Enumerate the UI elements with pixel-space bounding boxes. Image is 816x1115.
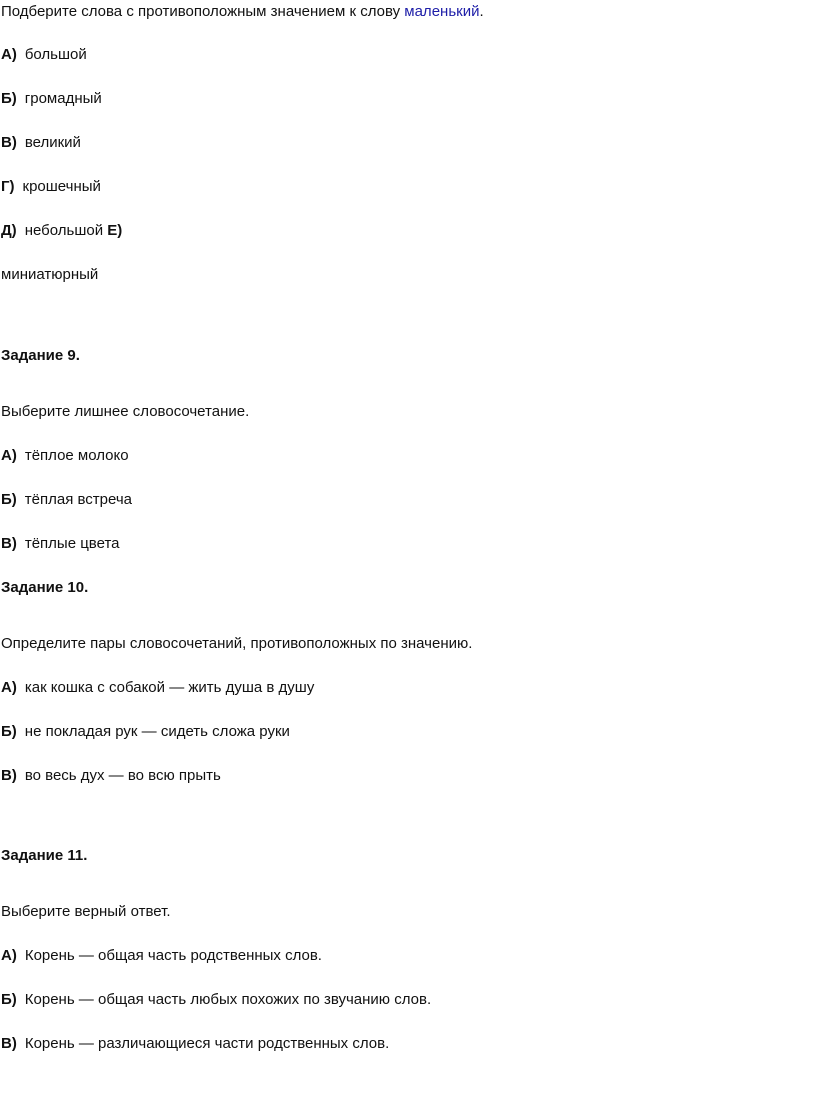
option-key: А) xyxy=(1,947,17,964)
q10-prompt: Определите пары словосочетаний, противоположных по значению. xyxy=(1,635,473,652)
q11-option-a xyxy=(1,946,322,966)
q8-prompt xyxy=(1,2,484,22)
option-key: В) xyxy=(1,134,17,151)
option-text: Корень — общая часть любых похожих по звучанию слов. xyxy=(24,991,432,1008)
option-key: А) xyxy=(1,447,17,464)
q9-option-b xyxy=(1,490,132,510)
option-key: Б) xyxy=(1,723,17,740)
q8-option-a xyxy=(1,45,87,65)
option-text: во весь дух — во всю прыть xyxy=(24,767,221,784)
option-key: В) xyxy=(1,767,17,784)
option-key: Б) xyxy=(1,491,17,508)
option-text: не покладая рук — сидеть сложа руки xyxy=(24,723,290,740)
q10-option-b xyxy=(1,722,290,742)
q9-option-v xyxy=(1,534,120,554)
q9-option-a xyxy=(1,446,129,466)
option-text: небольшой xyxy=(24,222,104,239)
q8-prompt-text: Подберите слова с противоположным значением к слову xyxy=(1,3,405,20)
q8-option-d-e xyxy=(1,221,122,241)
q10-option-v xyxy=(1,766,221,786)
option-text: великий xyxy=(24,134,81,151)
q11-option-v xyxy=(1,1034,389,1054)
option-text: Корень — общая часть родственных слов. xyxy=(24,947,322,964)
q8-option-b xyxy=(1,89,102,109)
option-key: А) xyxy=(1,46,17,63)
q8-prompt-end: . xyxy=(479,3,484,20)
q11-prompt: Выберите верный ответ. xyxy=(1,903,171,920)
option-key: Г) xyxy=(1,178,15,195)
q8-option-g xyxy=(1,177,101,197)
option-text: как кошка с собакой — жить душа в душу xyxy=(24,679,315,696)
option-text: большой xyxy=(24,46,87,63)
q11-title: Задание 11. xyxy=(1,847,88,864)
option-text: Корень — различающиеся части родственных слов. xyxy=(24,1035,390,1052)
q8-option-v xyxy=(1,133,81,153)
option-key: Д) xyxy=(1,222,17,239)
q9-prompt: Выберите лишнее словосочетание. xyxy=(1,403,250,420)
option-key: Б) xyxy=(1,991,17,1008)
option-key: В) xyxy=(1,1035,17,1052)
option-text: тёплое молоко xyxy=(24,447,129,464)
option-key: Е) xyxy=(107,222,123,239)
q11-option-b xyxy=(1,990,431,1010)
option-text: тёплые цвета xyxy=(24,535,120,552)
q8-highlight-word: маленький xyxy=(404,3,480,20)
q9-title: Задание 9. xyxy=(1,347,80,364)
option-key: А) xyxy=(1,679,17,696)
q10-title: Задание 10. xyxy=(1,579,89,596)
option-key: Б) xyxy=(1,90,17,107)
option-key: В) xyxy=(1,535,17,552)
q8-option-e-text xyxy=(1,265,98,285)
option-text: крошечный xyxy=(22,178,101,195)
option-text: миниатюрный xyxy=(1,266,99,283)
option-text: громадный xyxy=(24,90,102,107)
option-text: тёплая встреча xyxy=(24,491,133,508)
q10-option-a xyxy=(1,678,314,698)
